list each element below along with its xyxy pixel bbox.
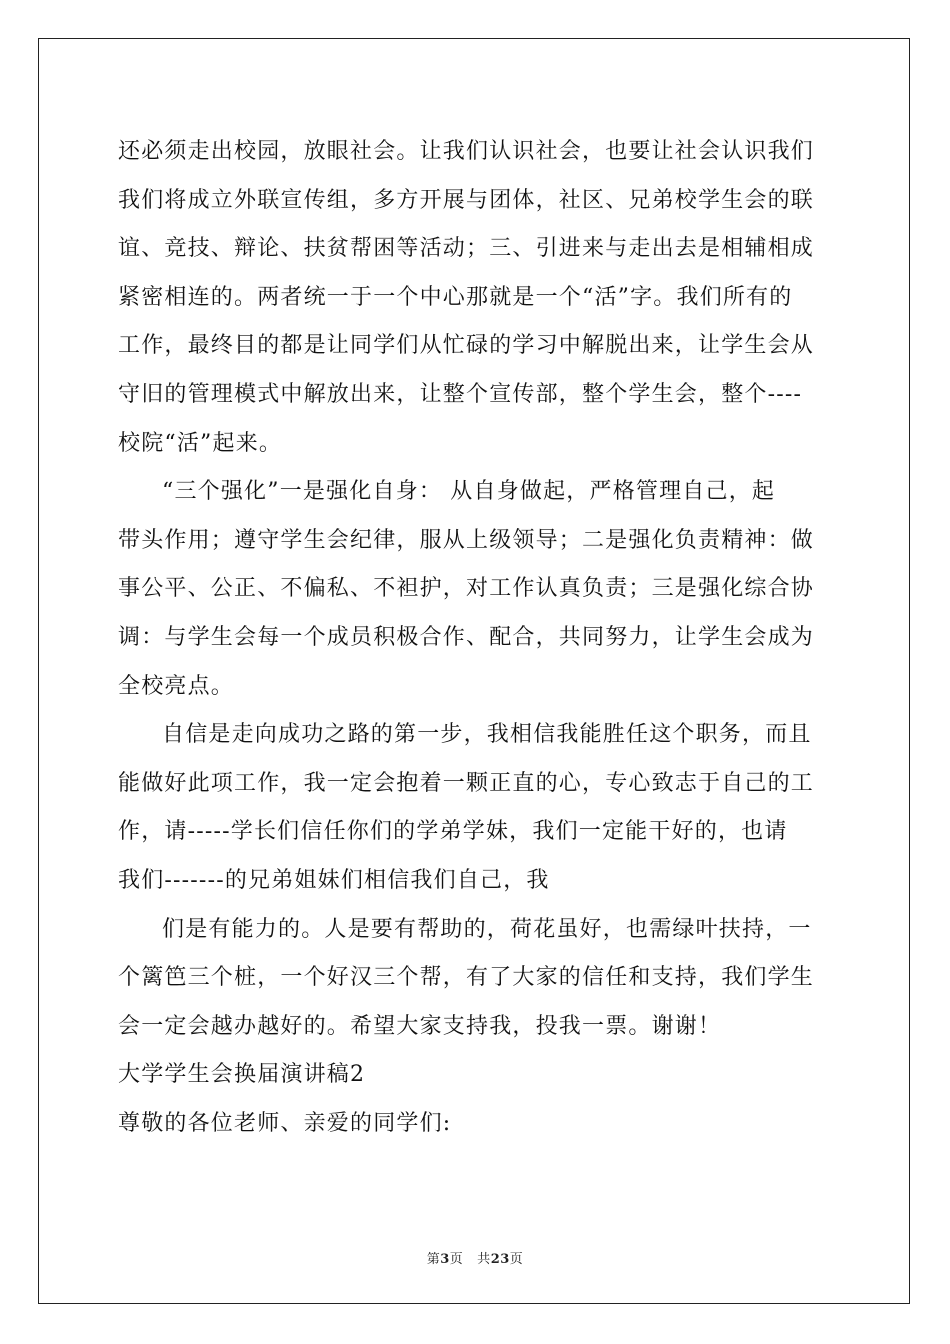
page-number: 3 [440,1252,450,1267]
page-footer [0,1248,950,1267]
text-line: 谊、竞技、辩论、扶贫帮困等活动；三、引进来与走出去是相辅相成 [118,236,815,262]
salutation: 尊敬的各位老师、亲爱的同学们: [118,1110,452,1136]
total-prefix: 共 [477,1252,491,1267]
total-suffix: 页 [509,1252,524,1267]
text-line: 校院“活”起来。 [118,430,283,456]
text-line: 我们将成立外联宣传组，多方开展与团体，社区、兄弟校学生会的联 [118,187,815,213]
paragraph-first-line: “三个强化”一是强化自身： 从自身做起，严格管理自己，起 [162,479,776,505]
text-line: 事公平、公正、不偏私、不袒护，对工作认真负责；三是强化综合协 [118,576,815,602]
text-line: 会一定会越办越好的。希望大家支持我，投我一票。谢谢！ [118,1013,722,1039]
text-line: 带头作用；遵守学生会纪律，服从上级领导；二是强化负责精神：做 [118,527,815,553]
text-line: 调：与学生会每一个成员积极合作、配合，共同努力，让学生会成为 [118,624,815,650]
text-line: 全校亮点。 [118,673,235,699]
text-line: 作，请-----学长们信任你们的学弟学妹，我们一定能干好的，也请 [118,819,788,845]
section-heading: 大学学生会换届演讲稿2 [118,1062,366,1088]
text-line: 守旧的管理模式中解放出来，让整个宣传部，整个学生会，整个---- [118,381,803,407]
text-line: 工作，最终目的都是让同学们从忙碌的学习中解脱出来，让学生会从 [118,333,815,359]
text-line: 还必须走出校园，放眼社会。让我们认识社会，也要让社会认识我们 [118,139,815,164]
page-suffix: 页 [449,1252,464,1267]
page-prefix: 第 [426,1252,441,1267]
text-line: 个篱笆三个桩，一个好汉三个帮，有了大家的信任和支持，我们学生 [118,965,815,991]
paragraph-first-line: 自信是走向成功之路的第一步，我相信我能胜任这个职务，而且 [162,722,812,748]
total-pages: 23 [490,1252,510,1267]
text-line: 能做好此项工作，我一定会抱着一颗正直的心，专心致志于自己的工 [118,770,815,796]
paragraph-first-line: 们是有能力的。人是要有帮助的，荷花虽好，也需绿叶扶持，一 [162,916,812,942]
document-body [118,128,834,1148]
text-line: 紧密相连的。两者统一于一个中心那就是一个“活”字。我们所有的 [118,284,793,310]
text-line: 我们-------的兄弟姐妹们相信我们自己，我 [118,867,550,893]
